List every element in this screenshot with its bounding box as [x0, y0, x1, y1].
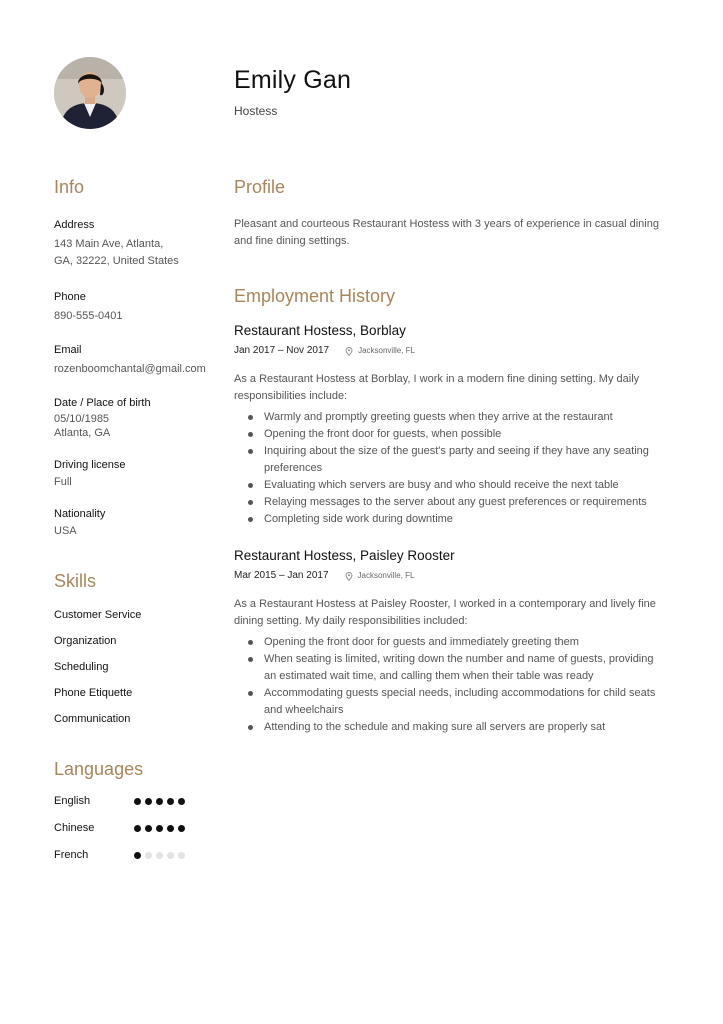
skills-list: [54, 608, 214, 726]
level-dot-filled: [134, 798, 141, 805]
job-meta: [234, 345, 674, 357]
job-title: Restaurant Hostess, Paisley Rooster: [234, 548, 455, 563]
language-level-rating: [134, 798, 185, 805]
responsibility-item-continuation: an estimated wait time, and calling them when their table was ready: [264, 670, 594, 682]
job-entry: [234, 548, 674, 736]
phone-label: Phone: [54, 291, 86, 303]
responsibility-item: Evaluating which servers are busy and who should receive the next table: [234, 477, 674, 494]
email-block: [54, 343, 214, 378]
language-name: Chinese: [54, 822, 95, 834]
license-value: Full: [54, 476, 72, 488]
birth-label: Date / Place of birth: [54, 397, 151, 409]
candidate-job-title: Hostess: [234, 104, 278, 118]
level-dot-filled: [178, 798, 185, 805]
skill-item: Communication: [54, 713, 131, 725]
address-line-2: GA, 32222, United States: [54, 255, 179, 267]
address-block: [54, 218, 214, 270]
address-label: Address: [54, 219, 95, 231]
phone-value: 890-555-0401: [54, 310, 123, 322]
job-responsibilities: [234, 634, 674, 736]
languages-list: [54, 794, 214, 862]
license-block: [54, 458, 214, 491]
job-location: [345, 570, 415, 582]
language-level-rating: [134, 852, 185, 859]
skill-item: Organization: [54, 635, 117, 647]
level-dot-filled: [134, 825, 141, 832]
employment-heading: Employment History: [234, 286, 396, 306]
profile-text-line: Pleasant and courteous Restaurant Hostess with 3 years of experience in casual dining: [234, 218, 659, 230]
level-dot-filled: [134, 852, 141, 859]
job-responsibilities: [234, 409, 674, 528]
level-dot-filled: [167, 825, 174, 832]
skills-heading: Skills: [54, 571, 97, 591]
responsibility-item-continuation: preferences: [264, 462, 323, 474]
job-intro-line: As a Restaurant Hostess at Borblay, I work in a modern fine dining setting. My daily: [234, 373, 640, 385]
birth-block: [54, 396, 214, 440]
profile-summary: [234, 216, 674, 250]
profile-photo: [54, 57, 126, 129]
job-entry: [234, 323, 674, 528]
responsibility-item: Attending to the schedule and making sure all servers are properly sat: [234, 719, 674, 736]
email-label: Email: [54, 344, 82, 356]
level-dot-filled: [145, 825, 152, 832]
license-label: Driving license: [54, 459, 126, 471]
language-row: [54, 821, 214, 835]
job-location-text: Jacksonville, FL: [358, 346, 415, 355]
job-dates: Jan 2017 – Nov 2017: [234, 345, 330, 356]
info-heading: Info: [54, 177, 85, 197]
level-dot-filled: [145, 798, 152, 805]
level-dot-filled: [156, 798, 163, 805]
responsibility-item: Inquiring about the size of the guest's party and seeing if they have any seating: [234, 443, 674, 460]
responsibility-item: Opening the front door for guests and immediately greeting them: [234, 634, 674, 651]
language-row: [54, 794, 214, 808]
level-dot-empty: [156, 852, 163, 859]
left-column: [54, 176, 214, 862]
responsibility-item-continuation: and wheelchairs: [264, 704, 344, 716]
location-pin-icon: [345, 572, 353, 581]
language-name: French: [54, 849, 89, 861]
nationality-value: USA: [54, 525, 77, 537]
responsibility-item: Completing side work during downtime: [234, 511, 674, 528]
address-line-1: 143 Main Ave, Atlanta,: [54, 238, 164, 250]
level-dot-empty: [145, 852, 152, 859]
responsibility-item: Accommodating guests special needs, including accommodations for child seats: [234, 685, 674, 702]
level-dot-empty: [178, 852, 185, 859]
skill-item: Scheduling: [54, 661, 109, 673]
responsibility-item: Relaying messages to the server about any guest preferences or requirements: [234, 494, 674, 511]
languages-heading: Languages: [54, 759, 144, 779]
candidate-name: Emily Gan: [234, 66, 352, 94]
phone-block: [54, 290, 214, 325]
responsibility-item: When seating is limited, writing down the number and name of guests, providing: [234, 651, 674, 668]
language-name: English: [54, 795, 91, 807]
level-dot-filled: [156, 825, 163, 832]
right-column: [234, 176, 674, 736]
skill-item: Customer Service: [54, 609, 142, 621]
job-meta: [234, 570, 674, 582]
job-location-text: Jacksonville, FL: [357, 571, 415, 580]
nationality-label: Nationality: [54, 508, 106, 520]
skill-item: Phone Etiquette: [54, 687, 133, 699]
job-location: [345, 345, 415, 357]
language-row: [54, 848, 214, 862]
profile-text-line: and fine dining settings.: [234, 235, 350, 247]
profile-heading: Profile: [234, 177, 286, 197]
level-dot-filled: [178, 825, 185, 832]
language-level-rating: [134, 825, 185, 832]
job-title: Restaurant Hostess, Borblay: [234, 323, 406, 338]
nationality-block: [54, 507, 214, 540]
job-intro-line: responsibilities include:: [234, 390, 348, 402]
email-value: rozenboomchantal@gmail.com: [54, 363, 206, 375]
job-dates: Mar 2015 – Jan 2017: [234, 570, 329, 581]
responsibility-item: Warmly and promptly greeting guests when they arrive at the restaurant: [234, 409, 674, 426]
job-intro-line: dining setting. My daily responsibilities included:: [234, 615, 468, 627]
responsibility-item: Opening the front door for guests, when possible: [234, 426, 674, 443]
level-dot-filled: [167, 798, 174, 805]
birth-date: 05/10/1985: [54, 413, 110, 425]
level-dot-empty: [167, 852, 174, 859]
job-intro-line: As a Restaurant Hostess at Paisley Rooster, I worked in a contemporary and lively fine: [234, 598, 656, 610]
location-pin-icon: [345, 347, 353, 356]
birth-place: Atlanta, GA: [54, 427, 111, 439]
